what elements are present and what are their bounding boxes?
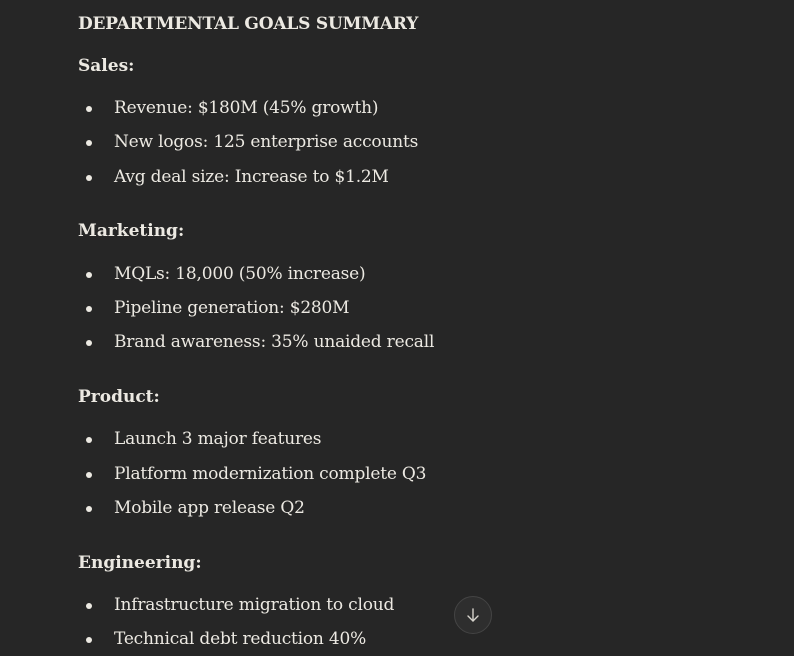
list-item-text: Technical debt reduction 40% (114, 629, 367, 649)
section-heading-product: Product: (78, 387, 160, 407)
scroll-to-bottom-button[interactable] (454, 596, 492, 634)
bullet-icon (86, 472, 92, 478)
bullet-icon (86, 340, 92, 346)
bullet-icon (86, 603, 92, 609)
bullet-icon (86, 175, 92, 181)
list-item-text: Launch 3 major features (114, 429, 322, 449)
list-item-text: Revenue: $180M (45% growth) (114, 98, 379, 118)
arrow-down-icon (465, 607, 481, 623)
section-heading-engineering: Engineering: (78, 553, 202, 573)
document-title: DEPARTMENTAL GOALS SUMMARY (78, 14, 419, 34)
list-item-text: Infrastructure migration to cloud (114, 595, 395, 615)
list-item-text: Pipeline generation: $280M (114, 298, 350, 318)
bullet-icon (86, 106, 92, 112)
bullet-icon (86, 272, 92, 278)
list-item-text: Platform modernization complete Q3 (114, 464, 427, 484)
list-item-text: MQLs: 18,000 (50% increase) (114, 264, 366, 284)
list-item-text: Mobile app release Q2 (114, 498, 305, 518)
list-item-text: Brand awareness: 35% unaided recall (114, 332, 435, 352)
bullet-icon (86, 506, 92, 512)
list-item-text: Avg deal size: Increase to $1.2M (114, 167, 389, 187)
message-content (78, 0, 718, 656)
section-heading-marketing: Marketing: (78, 221, 185, 241)
bullet-icon (86, 306, 92, 312)
bullet-icon (86, 637, 92, 643)
section-heading-sales: Sales: (78, 56, 135, 76)
bullet-icon (86, 437, 92, 443)
bullet-icon (86, 140, 92, 146)
list-item-text: New logos: 125 enterprise accounts (114, 132, 419, 152)
